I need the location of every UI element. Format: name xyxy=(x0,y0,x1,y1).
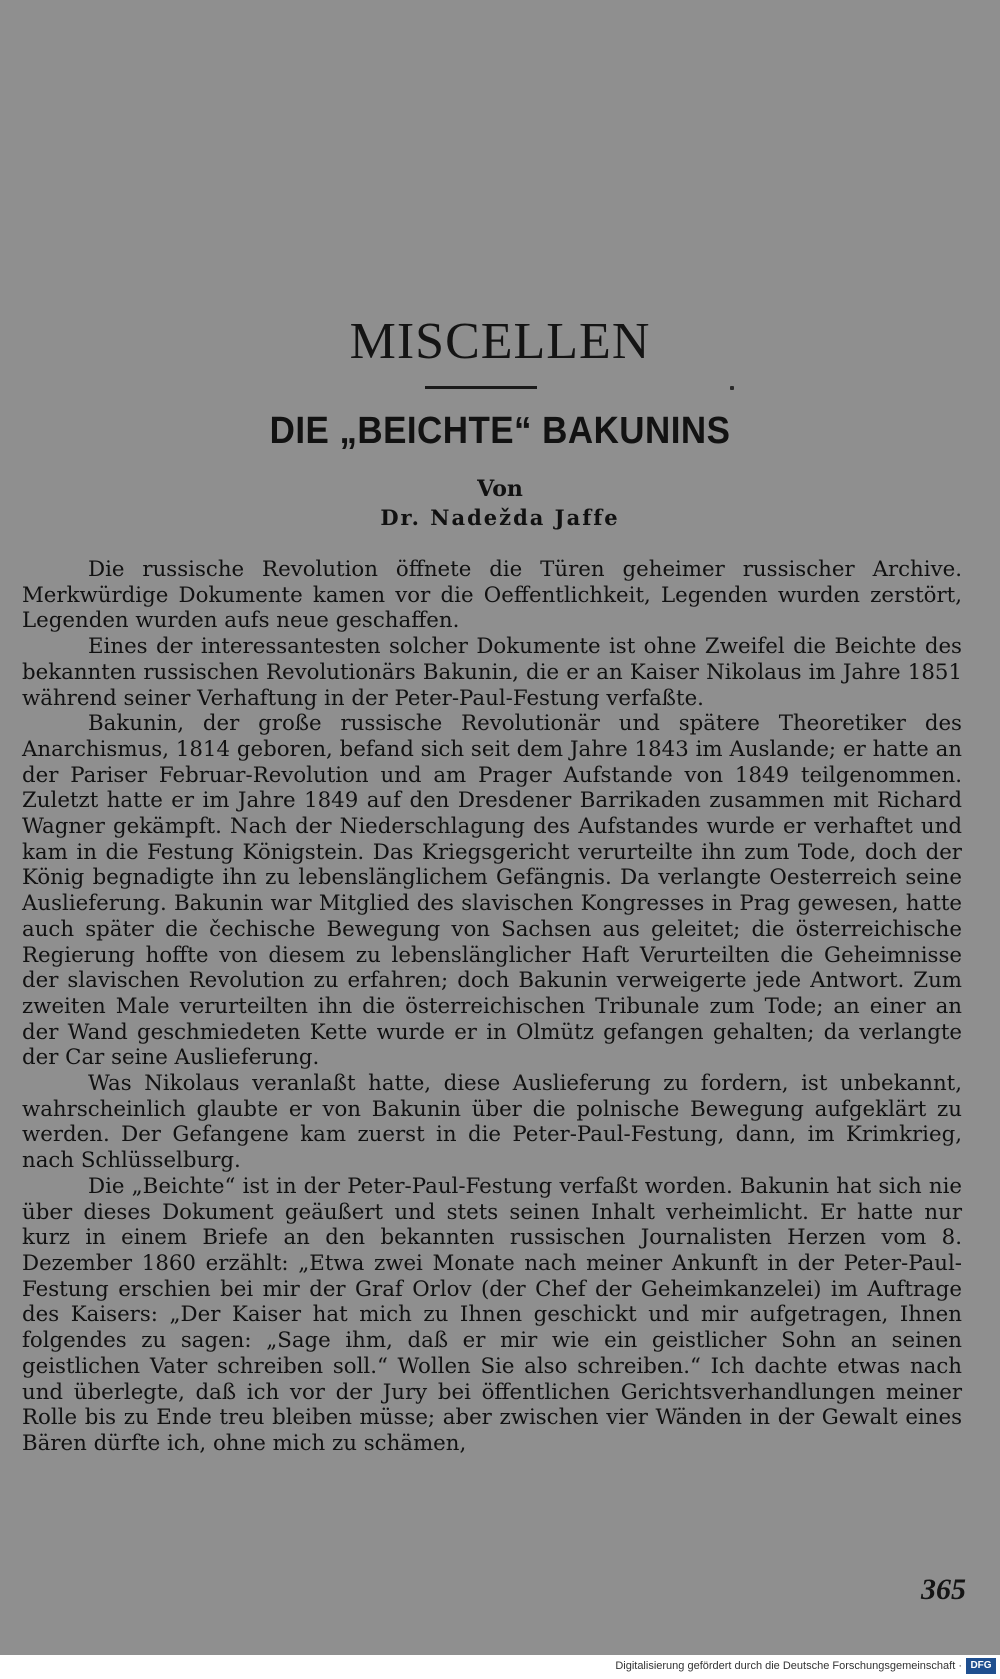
page-number: 365 xyxy=(921,1573,966,1606)
title-rule xyxy=(425,386,537,389)
byline-author: Dr. Nadežda Jaffe xyxy=(380,505,620,530)
stray-dot xyxy=(730,386,734,390)
paragraph: Eines der interessantesten solcher Dokumente ist ohne Zweifel die Beichte des bekannten russischen Revolutionärs Bakunin, die er an Kaiser Nikolaus im Jahre 1851 während seiner Verhaftung in der Peter-Paul-Festung verfaßte. xyxy=(22,634,962,711)
article-body xyxy=(22,557,962,1457)
footer-credit: Digitalisierung gefördert durch die Deutsche Forschungsgemeinschaft · xyxy=(615,1660,962,1672)
article-title: DIE „BEICHTE“ BAKUNINS xyxy=(269,410,731,452)
byline-von: Von xyxy=(477,476,523,502)
paragraph: Die russische Revolution öffnete die Türen geheimer russischer Archive. Merkwürdige Dokumente kamen vor die Oeffentlichkeit, Legenden wurden zerstört, Legenden wurden aufs neue geschaffen. xyxy=(22,557,962,634)
section-title: MISCELLEN xyxy=(349,313,651,370)
footer-bar xyxy=(0,1655,1000,1679)
paragraph: Was Nikolaus veranlaßt hatte, diese Auslieferung zu fordern, ist unbekannt, wahrscheinlich glaubte er von Bakunin über die polnische Bewegung aufgeklärt zu werden. Der Gefangene kam zuerst in die Peter-Paul-Festung, dann, im Krimkrieg, nach Schlüsselburg. xyxy=(22,1071,962,1174)
dfg-logo: DFG xyxy=(966,1658,996,1674)
paragraph: Die „Beichte“ ist in der Peter-Paul-Festung verfaßt worden. Bakunin hat sich nie über dieses Dokument geäußert und stets seinen Inhalt verheimlicht. Er hatte nur kurz in einem Briefe an den bekannten russischen Journalisten Herzen vom 8. Dezember 1860 erzählt: „Etwa zwei Monate nach meiner Ankunft in der Peter-Paul-Festung erschien bei mir der Graf Orlov (der Chef der Geheimkanzelei) im Auftrage des Kaisers: „Der Kaiser hat mich zu Ihnen geschickt und mir aufgetragen, Ihnen folgendes zu sagen: „Sage ihm, daß er mir wie ein geistlicher Sohn an seinen geistlichen Vater schreiben soll.“ Wollen Sie also schreiben.“ Ich dachte etwas nach und überlegte, daß ich vor der Jury bei öffentlichen Gerichtsverhandlungen meiner Rolle bis zu Ende treu bleiben müsse; aber zwischen vier Wänden in der Gewalt eines Bären dürfte ich, ohne mich zu schämen, xyxy=(22,1173,962,1456)
paragraph: Bakunin, der große russische Revolutionär und spätere Theoretiker des Anarchismus, 1814 geboren, befand sich seit dem Jahre 1843 im Auslande; er hatte an der Pariser Februar-Revolution und am Prager Aufstande von 1849 teilgenommen. Zuletzt hatte er im Jahre 1849 auf den Dresdener Barrikaden zusammen mit Richard Wagner gekämpft. Nach der Niederschlagung des Aufstandes wurde er verhaftet und kam in die Festung Königstein. Das Kriegsgericht verurteilte ihn zum Tode, doch der König begnadigte ihn zu lebenslänglichem Gefängnis. Da verlangte Oesterreich seine Auslieferung. Bakunin war Mitglied des slavischen Kongresses in Prag gewesen, hatte auch später die čechische Bewegung von Sachsen aus geleitet; die österreichische Regierung hoffte von diesem zu lebenslänglicher Haft Verurteilten die Geheimnisse der slavischen Revolution zu erfahren; doch Bakunin verweigerte jede Antwort. Zum zweiten Male verurteilten ihn die österreichischen Tribunale zum Tode; an einer an der Wand geschmiedeten Kette wurde er in Olmütz gefangen gehalten; da verlangte der Car seine Auslieferung. xyxy=(22,711,962,1071)
